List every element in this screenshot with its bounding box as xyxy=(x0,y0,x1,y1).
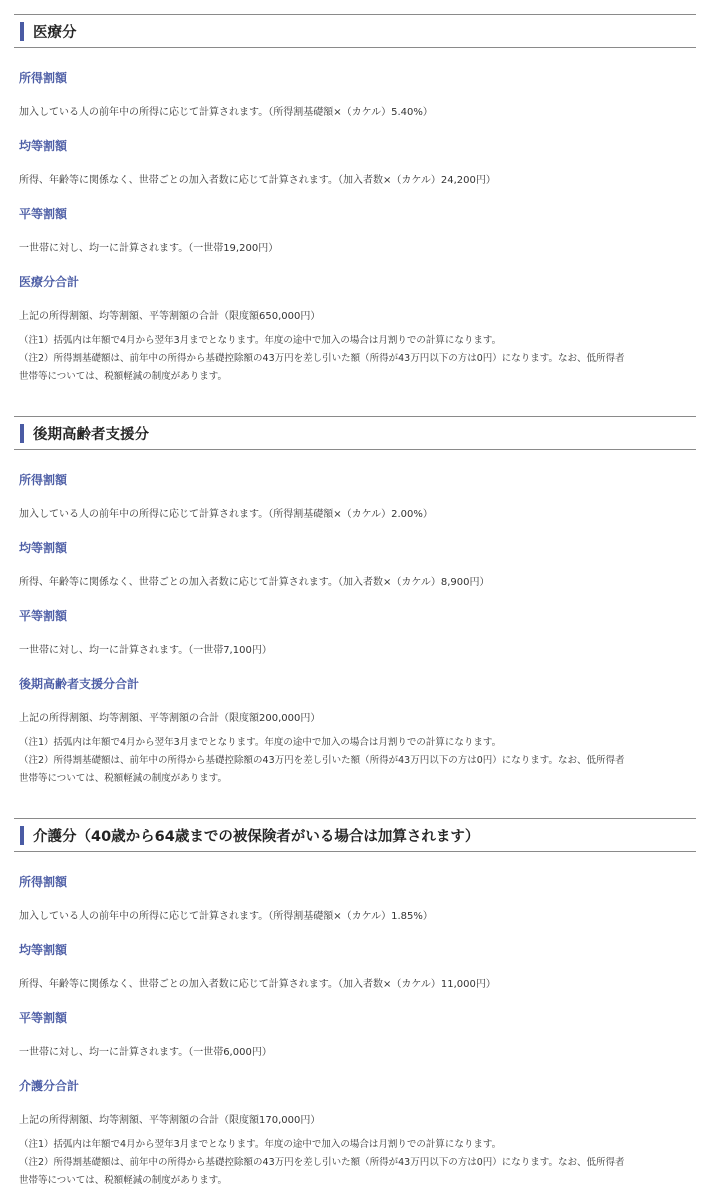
item-text: 加入している人の前年中の所得に応じて計算されます。（所得割基礎額×（カケル）5.40%） xyxy=(19,107,433,118)
item-heading: 所得割額 xyxy=(19,875,68,889)
section-header xyxy=(14,818,696,852)
note-line: 世帯等については、税額軽減の制度があります。 xyxy=(19,1175,228,1186)
item-heading: 平等割額 xyxy=(19,1011,68,1025)
section-accent-bar xyxy=(20,424,24,443)
item-heading: 所得割額 xyxy=(19,71,68,85)
item-text: 所得、年齢等に関係なく、世帯ごとの加入者数に応じて計算されます。（加入者数×（カケル）11,000円） xyxy=(19,979,496,990)
section-accent-bar xyxy=(20,826,24,845)
item-text: 所得、年齢等に関係なく、世帯ごとの加入者数に応じて計算されます。（加入者数×（カケル）24,200円） xyxy=(19,175,496,186)
note-line: （注1）括弧内は年額で4月から翌年3月までとなります。年度の途中で加入の場合は月割りでの計算になります。 xyxy=(19,1139,502,1150)
item-heading: 均等割額 xyxy=(19,943,68,957)
item-heading: 医療分合計 xyxy=(19,275,80,289)
note-line: 世帯等については、税額軽減の制度があります。 xyxy=(19,371,228,382)
item-heading: 平等割額 xyxy=(19,207,68,221)
item-heading: 後期高齢者支援分合計 xyxy=(19,677,140,691)
note-line: （注2）所得割基礎額は、前年中の所得から基礎控除額の43万円を差し引いた額（所得が43万円以下の方は0円）になります。なお、低所得者 xyxy=(19,353,625,364)
notes xyxy=(19,332,691,386)
section-title: 介護分（40歳から64歳までの被保険者がいる場合は加算されます） xyxy=(33,829,480,845)
item-heading: 均等割額 xyxy=(19,541,68,555)
note-line: （注2）所得割基礎額は、前年中の所得から基礎控除額の43万円を差し引いた額（所得が43万円以下の方は0円）になります。なお、低所得者 xyxy=(19,1157,625,1168)
section-header xyxy=(14,14,696,48)
note-line: （注2）所得割基礎額は、前年中の所得から基礎控除額の43万円を差し引いた額（所得が43万円以下の方は0円）になります。なお、低所得者 xyxy=(19,755,625,766)
section-header xyxy=(14,416,696,450)
note-line: （注1）括弧内は年額で4月から翌年3月までとなります。年度の途中で加入の場合は月割りでの計算になります。 xyxy=(19,737,502,748)
item-text: 一世帯に対し、均一に計算されます。（一世帯19,200円） xyxy=(19,243,279,254)
note-line: 世帯等については、税額軽減の制度があります。 xyxy=(19,773,228,784)
item-text: 一世帯に対し、均一に計算されます。（一世帯7,100円） xyxy=(19,645,272,656)
notes xyxy=(19,734,691,788)
section-accent-bar xyxy=(20,22,24,41)
item-text: 上記の所得割額、均等割額、平等割額の合計（限度額200,000円） xyxy=(19,713,321,724)
item-text: 加入している人の前年中の所得に応じて計算されます。（所得割基礎額×（カケル）2.00%） xyxy=(19,509,433,520)
item-text: 一世帯に対し、均一に計算されます。（一世帯6,000円） xyxy=(19,1047,272,1058)
item-text: 所得、年齢等に関係なく、世帯ごとの加入者数に応じて計算されます。（加入者数×（カケル）8,900円） xyxy=(19,577,490,588)
notes xyxy=(19,1136,691,1190)
section-title: 後期高齢者支援分 xyxy=(33,427,149,443)
item-text: 上記の所得割額、均等割額、平等割額の合計（限度額650,000円） xyxy=(19,311,321,322)
item-heading: 平等割額 xyxy=(19,609,68,623)
item-heading: 所得割額 xyxy=(19,473,68,487)
item-heading: 均等割額 xyxy=(19,139,68,153)
item-text: 上記の所得割額、均等割額、平等割額の合計（限度額170,000円） xyxy=(19,1115,321,1126)
item-heading: 介護分合計 xyxy=(19,1079,80,1093)
item-text: 加入している人の前年中の所得に応じて計算されます。（所得割基礎額×（カケル）1.85%） xyxy=(19,911,433,922)
section-title: 医療分 xyxy=(33,25,77,41)
note-line: （注1）括弧内は年額で4月から翌年3月までとなります。年度の途中で加入の場合は月割りでの計算になります。 xyxy=(19,335,502,346)
